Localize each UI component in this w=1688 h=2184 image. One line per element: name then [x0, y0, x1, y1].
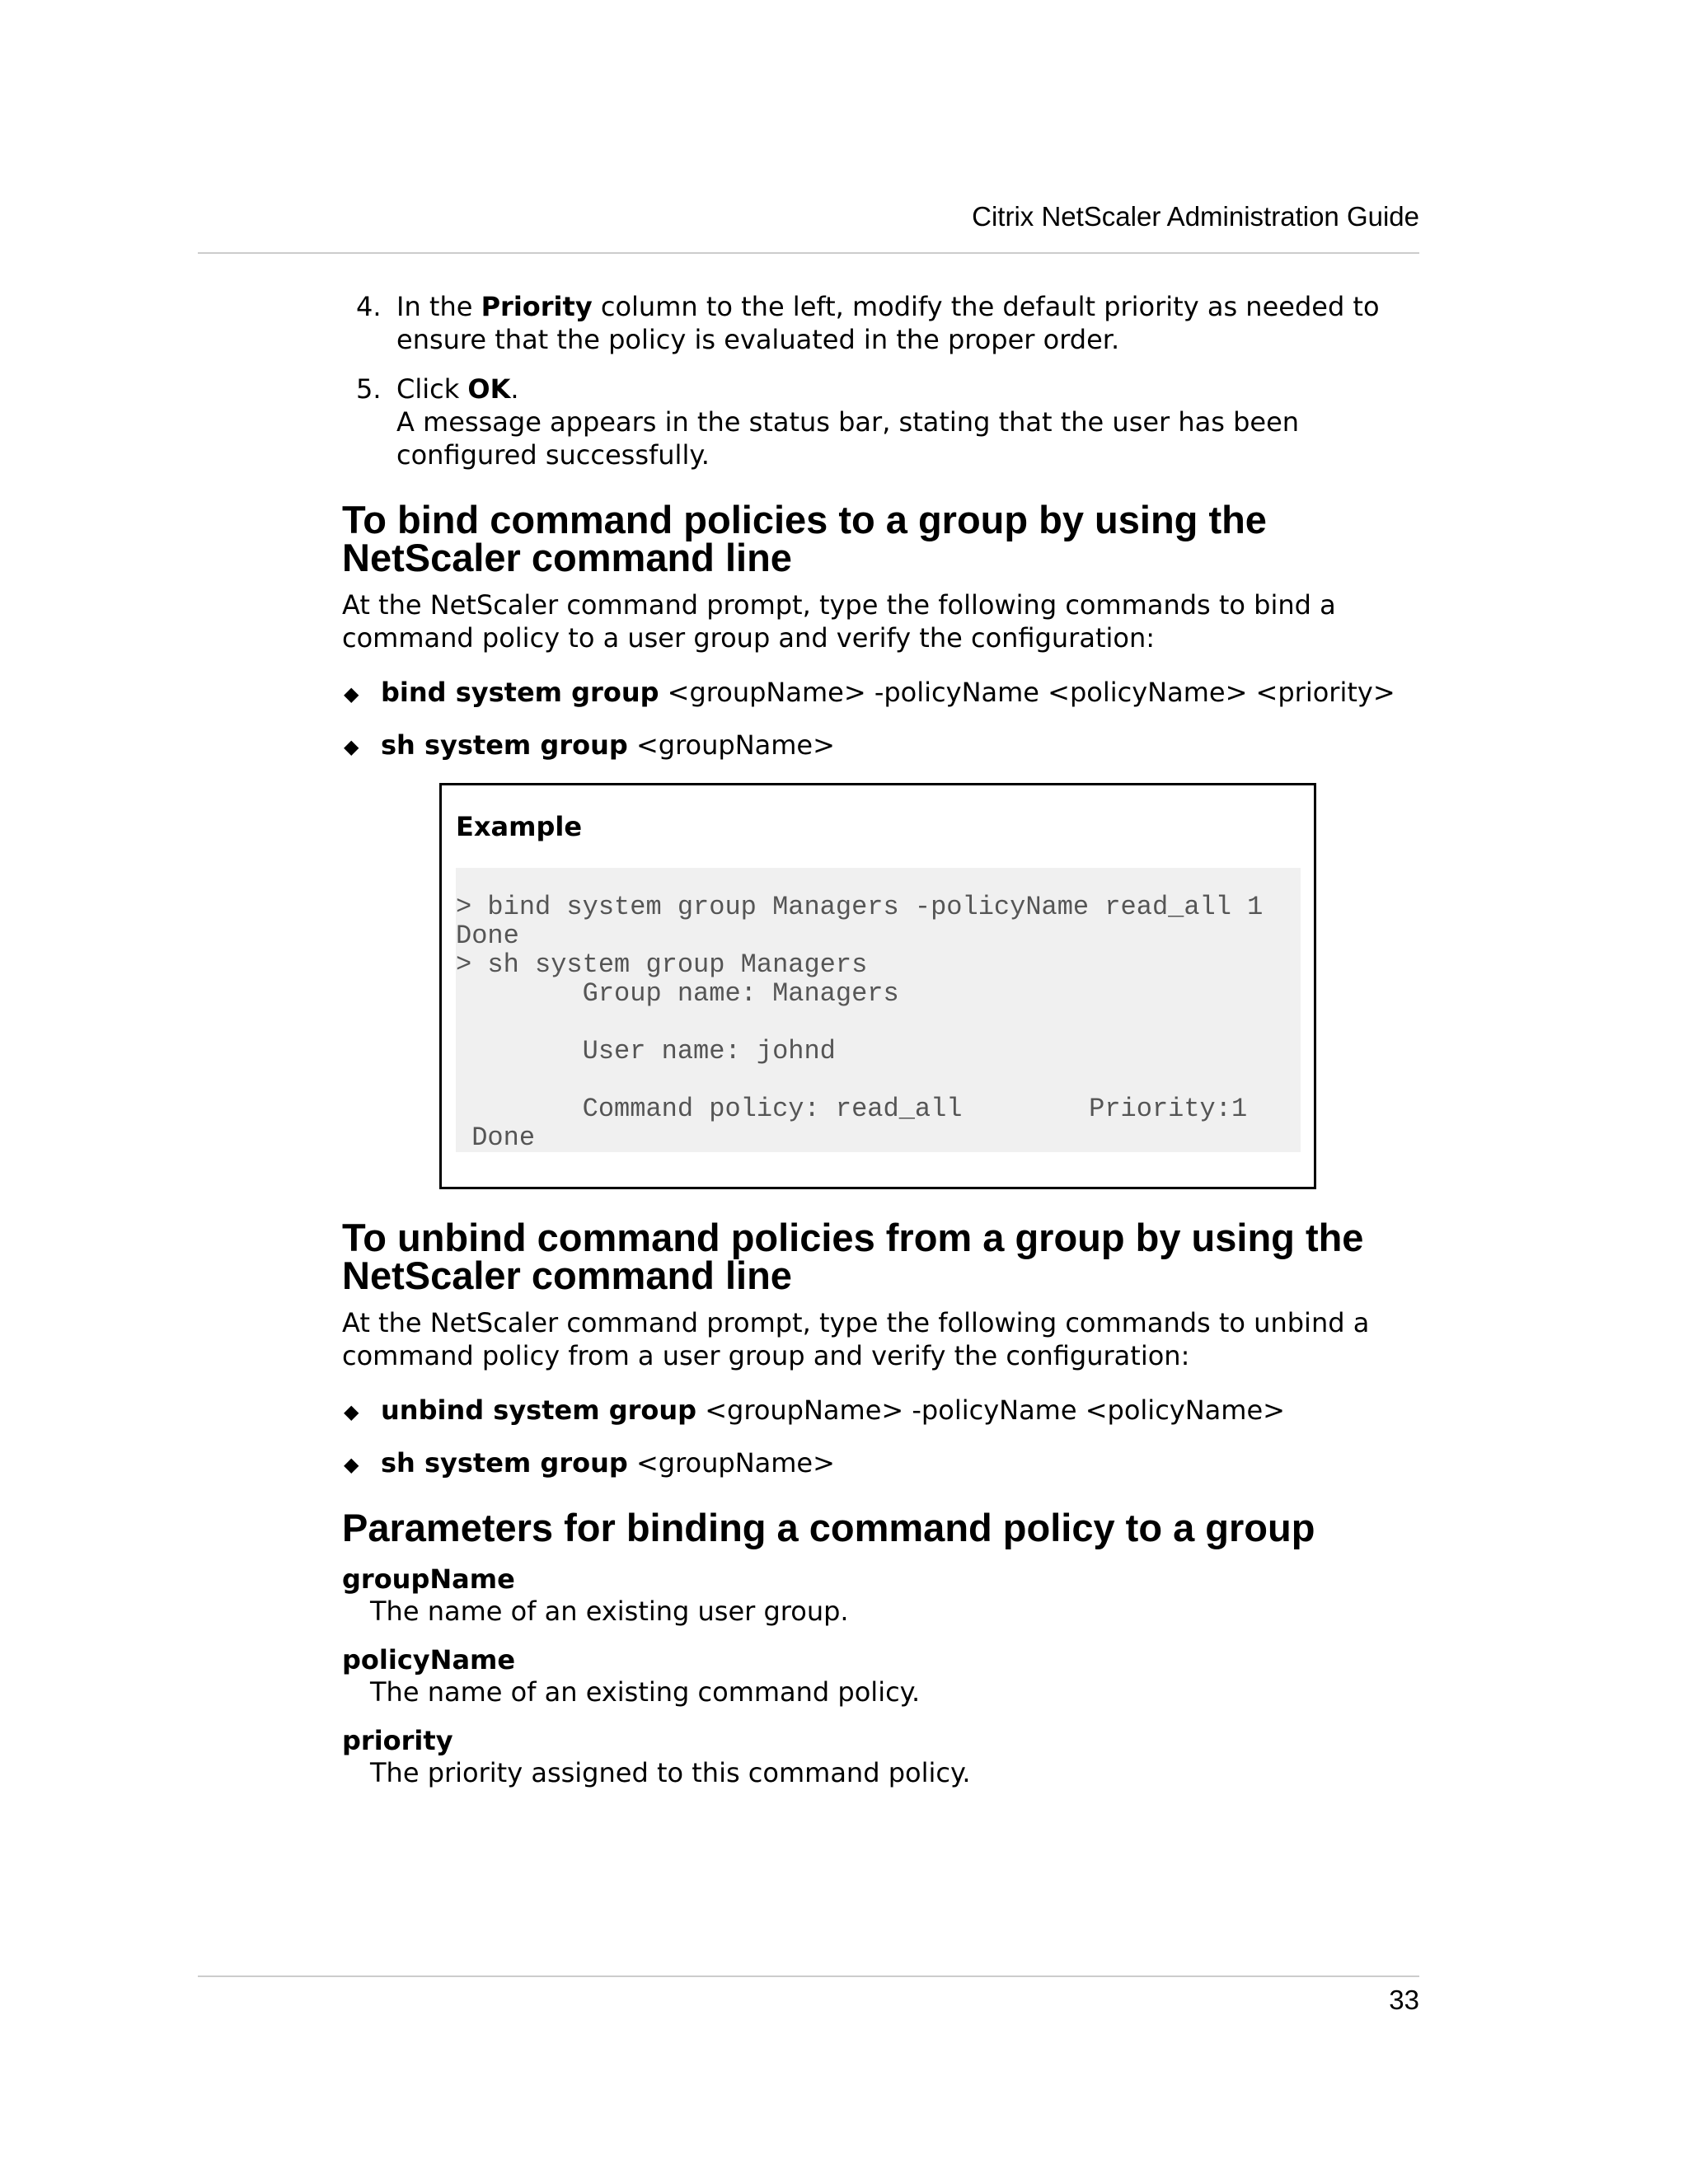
- diamond-bullet-icon: ◆: [344, 1400, 359, 1423]
- example-box: [439, 783, 1316, 1189]
- bind-intro: At the NetScaler command prompt, type the following commands to bind a command policy to a user group and verify the configuration:: [342, 589, 1336, 654]
- step-text-pre: Click: [396, 373, 468, 405]
- command-item: [342, 1446, 1422, 1479]
- parameter-item: [342, 1725, 1422, 1789]
- procedure-steps: [342, 290, 1422, 471]
- unbind-intro: At the NetScaler command prompt, type the following commands to unbind a command policy from a user group and verify the configuration:: [342, 1307, 1370, 1371]
- step-4: [342, 290, 1422, 356]
- command-args: <groupName>: [627, 729, 835, 761]
- unbind-command-list: [342, 1394, 1422, 1479]
- bind-command-list: [342, 676, 1422, 762]
- parameter-description: The name of an existing user group.: [370, 1596, 849, 1627]
- diamond-bullet-icon: ◆: [344, 735, 359, 758]
- unbind-heading: To unbind command policies from a group by using the NetScaler command line: [342, 1216, 1364, 1297]
- running-header: Citrix NetScaler Administration Guide: [972, 201, 1419, 232]
- command-item: [342, 1394, 1422, 1427]
- bind-heading: To bind command policies to a group by using the NetScaler command line: [342, 498, 1267, 579]
- parameter-name: groupName: [342, 1563, 515, 1595]
- step-text-post: .: [510, 373, 519, 405]
- step-result: A message appears in the status bar, stating that the user has been configured successfully.: [396, 406, 1300, 471]
- parameter-name: policyName: [342, 1644, 516, 1675]
- page-number: 33: [1389, 1985, 1419, 2015]
- command-args: <groupName>: [627, 1447, 835, 1479]
- command-keyword: sh system group: [381, 1447, 628, 1479]
- step-text-post: column to the left, modify the default priority as needed to ensure that the policy is evaluated in the proper order.: [396, 291, 1380, 355]
- page-content: [342, 290, 1422, 1789]
- parameter-description: The priority assigned to this command policy.: [370, 1757, 971, 1788]
- parameter-item: [342, 1644, 1422, 1708]
- example-code-block: > bind system group Managers -policyName read_all 1 Done > sh system group Managers Group name: Managers User name: johnd Command policy: read_all Priority:1 Done: [456, 868, 1301, 1152]
- command-args: <groupName> -policyName <policyName> <priority>: [659, 677, 1395, 708]
- command-keyword: bind system group: [381, 677, 659, 708]
- example-title: Example: [456, 811, 583, 842]
- command-args: <groupName> -policyName <policyName>: [696, 1394, 1285, 1426]
- step-number: 4.: [356, 291, 382, 322]
- step-number: 5.: [356, 373, 382, 405]
- parameter-name: priority: [342, 1725, 453, 1756]
- parameter-description: The name of an existing command policy.: [370, 1676, 921, 1708]
- step-text-bold: Priority: [481, 291, 593, 322]
- parameters-heading: Parameters for binding a command policy to a group: [342, 1506, 1315, 1549]
- diamond-bullet-icon: ◆: [344, 1453, 359, 1476]
- step-5: [342, 373, 1422, 471]
- diamond-bullet-icon: ◆: [344, 682, 359, 705]
- command-keyword: sh system group: [381, 729, 628, 761]
- parameter-item: [342, 1563, 1422, 1628]
- command-item: [342, 729, 1422, 762]
- command-keyword: unbind system group: [381, 1394, 697, 1426]
- step-text-pre: In the: [396, 291, 481, 322]
- header-rule: [198, 252, 1419, 254]
- step-text-bold: OK: [467, 373, 511, 405]
- footer-rule: [198, 1975, 1419, 1977]
- command-item: [342, 676, 1422, 709]
